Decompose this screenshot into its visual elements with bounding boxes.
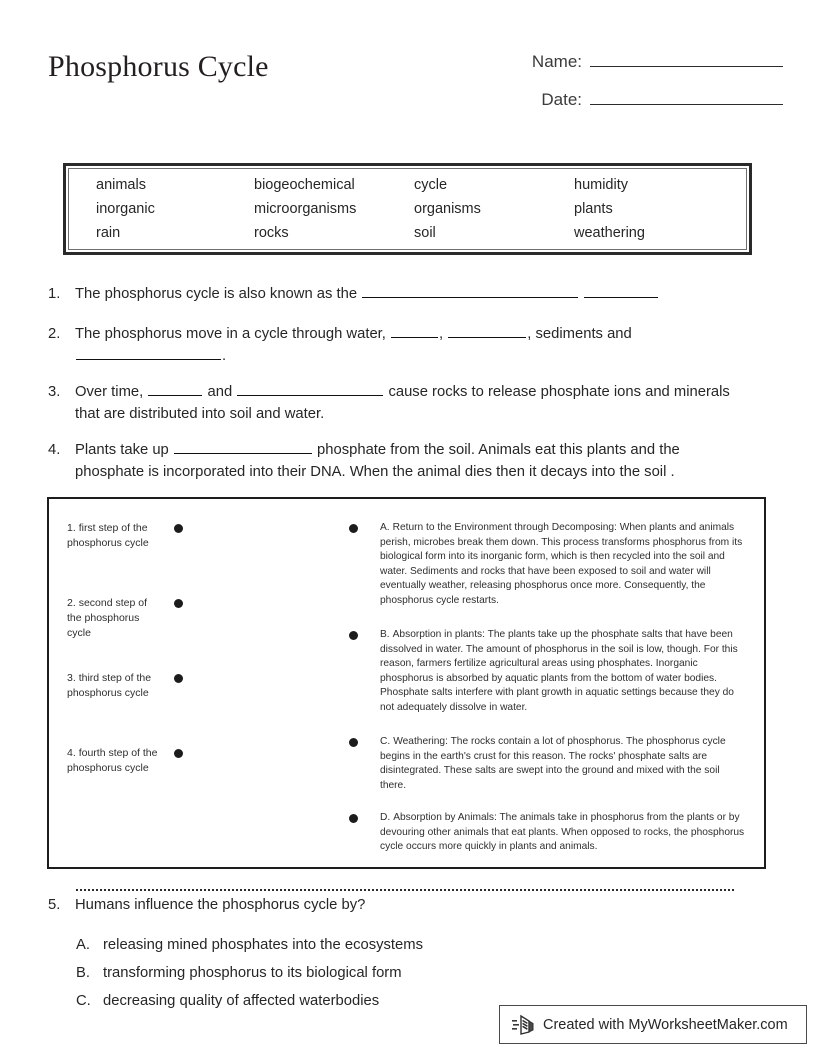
word-bank-item: cycle [414, 177, 448, 193]
matching-left-item-3[interactable] [67, 671, 222, 701]
question-1-blank-1[interactable] [362, 284, 578, 298]
matching-left-item-4[interactable] [67, 746, 222, 776]
word-bank-item: plants [574, 201, 613, 217]
matching-left-item-1[interactable] [67, 521, 222, 551]
date-field[interactable] [498, 90, 783, 110]
word-bank-grid [68, 168, 747, 250]
question-5-number: 5. [48, 897, 61, 913]
question-4-blank-1[interactable] [174, 440, 312, 454]
question-2-blank-2[interactable] [448, 324, 526, 338]
word-bank-item: rain [96, 225, 121, 241]
question-2-text-2: , sediments and [527, 326, 632, 342]
question-1 [48, 283, 748, 305]
matching-left-item-2-text: 2. second step of the phosphorus cycle [67, 597, 147, 639]
word-bank [63, 163, 752, 255]
footer-text: Created with MyWorksheetMaker.com [543, 1016, 788, 1033]
name-field[interactable] [498, 52, 783, 72]
page-title: Phosphorus Cycle [48, 50, 269, 83]
word-bank-item: animals [96, 177, 146, 193]
matching-right-dot-d[interactable] [349, 814, 358, 823]
option-b[interactable] [76, 962, 402, 984]
date-label: Date: [541, 90, 582, 109]
matching-right-item-d-text: D. Absorption by Animals: The animals take in phosphorus from the plants or by devouring other animals that eat plants. When opposed to rocks, the phosphorus cycle occurs more quickly in plants and animals. [380, 812, 745, 853]
question-3-body [75, 381, 748, 425]
question-2-blank-3[interactable] [76, 346, 221, 360]
word-bank-item: humidity [574, 177, 628, 193]
question-2-body [75, 323, 748, 367]
question-3-blank-1[interactable] [148, 382, 202, 396]
matching-right-item-c-text: C. Weathering: The rocks contain a lot of phosphorus. The phosphorus cycle begins in the earth's crust for this reason. The rocks' phosphate salts are disintegrated. These salts are swept into the ground and mixed with the soil there. [380, 736, 726, 791]
question-4 [48, 439, 748, 483]
word-bank-item: biogeochemical [254, 177, 355, 193]
matching-left-dot-4[interactable] [174, 749, 183, 758]
question-4-text-2: phosphate from the soil. Animals eat this plants and the phosphate is incorporated into their DNA. When the animal dies then it decays into the soil . [75, 442, 680, 480]
matching-left-item-1-text: 1. first step of the phosphorus cycle [67, 522, 149, 549]
option-c-letter: C. [76, 993, 91, 1009]
worksheet-maker-logo-icon [512, 1013, 536, 1037]
matching-exercise-box [47, 497, 766, 869]
question-3 [48, 381, 748, 425]
question-1-text: The phosphorus cycle is also known as the [75, 286, 358, 302]
matching-right-dot-b[interactable] [349, 631, 358, 640]
question-2-text-3: . [222, 348, 227, 364]
question-3-text-1: Over time, [75, 384, 144, 400]
matching-right-item-b[interactable] [349, 628, 749, 716]
footer-badge[interactable] [499, 1005, 807, 1044]
question-1-blank-2[interactable] [584, 284, 658, 298]
option-b-letter: B. [76, 965, 90, 981]
word-bank-item: soil [414, 225, 436, 241]
option-c-text: decreasing quality of affected waterbodies [103, 993, 380, 1009]
dotted-separator [76, 889, 734, 891]
option-a[interactable] [76, 934, 423, 956]
option-a-text: releasing mined phosphates into the ecosystems [103, 937, 423, 953]
question-5 [48, 894, 748, 916]
word-bank-item: microorganisms [254, 201, 357, 217]
question-2-text-1: The phosphorus move in a cycle through water, [75, 326, 386, 342]
word-bank-item: rocks [254, 225, 289, 241]
question-3-text-3: cause rocks to release phosphate ions and minerals that are distributed into soil and water. [75, 384, 730, 422]
question-2-number: 2. [48, 326, 61, 342]
matching-left-dot-2[interactable] [174, 599, 183, 608]
matching-right-item-a[interactable] [349, 521, 749, 609]
matching-left-dot-3[interactable] [174, 674, 183, 683]
matching-right-dot-a[interactable] [349, 524, 358, 533]
word-bank-item: weathering [574, 225, 645, 241]
question-3-number: 3. [48, 384, 61, 400]
word-bank-item: organisms [414, 201, 481, 217]
matching-left-dot-1[interactable] [174, 524, 183, 533]
option-a-letter: A. [76, 937, 90, 953]
question-4-number: 4. [48, 442, 61, 458]
matching-left-item-4-text: 4. fourth step of the phosphorus cycle [67, 747, 158, 774]
matching-right-item-c[interactable] [349, 735, 749, 793]
question-1-body [75, 283, 748, 305]
matching-left-item-3-text: 3. third step of the phosphorus cycle [67, 672, 152, 699]
matching-right-item-d[interactable] [349, 811, 749, 855]
question-2 [48, 323, 748, 367]
option-b-text: transforming phosphorus to its biological form [103, 965, 402, 981]
question-5-text: Humans influence the phosphorus cycle by? [75, 897, 366, 913]
matching-right-item-b-text: B. Absorption in plants: The plants take up the phosphate salts that have been dissolved in water. The amount of phosphorus in the soil is low, though. For this reason, farmers fertilize agricultural areas using phosphates. Inorganic phosphorus is absorbed by aquatic plants from the bottom of water bodies. Phosphate salts interfere with plant growth in aquatic settings because they do not adequately dissolve in water. [380, 629, 738, 713]
name-input-rule[interactable] [590, 52, 783, 67]
name-label: Name: [531, 52, 582, 71]
question-4-body [75, 439, 748, 483]
date-input-rule[interactable] [590, 90, 783, 105]
matching-right-dot-c[interactable] [349, 738, 358, 747]
question-3-blank-2[interactable] [237, 382, 383, 396]
question-3-text-2: and [207, 384, 233, 400]
word-bank-item: inorganic [96, 201, 155, 217]
question-2-blank-1[interactable] [391, 324, 438, 338]
question-4-text-1: Plants take up [75, 442, 169, 458]
matching-left-item-2[interactable] [67, 596, 222, 641]
question-2-sep-1: , [439, 326, 444, 342]
matching-right-item-a-text: A. Return to the Environment through Decomposing: When plants and animals perish, microbes break them down. This process transforms phosphorus from its biological form into its inorganic form, which is then recycled into the soil and water. Sediments and rocks that have been exposed to soil and water will eventually weather, releasing phosphorus once more. Consequently, the phosphorus cycle restarts. [380, 522, 743, 606]
option-c[interactable] [76, 990, 379, 1012]
question-1-number: 1. [48, 286, 61, 302]
